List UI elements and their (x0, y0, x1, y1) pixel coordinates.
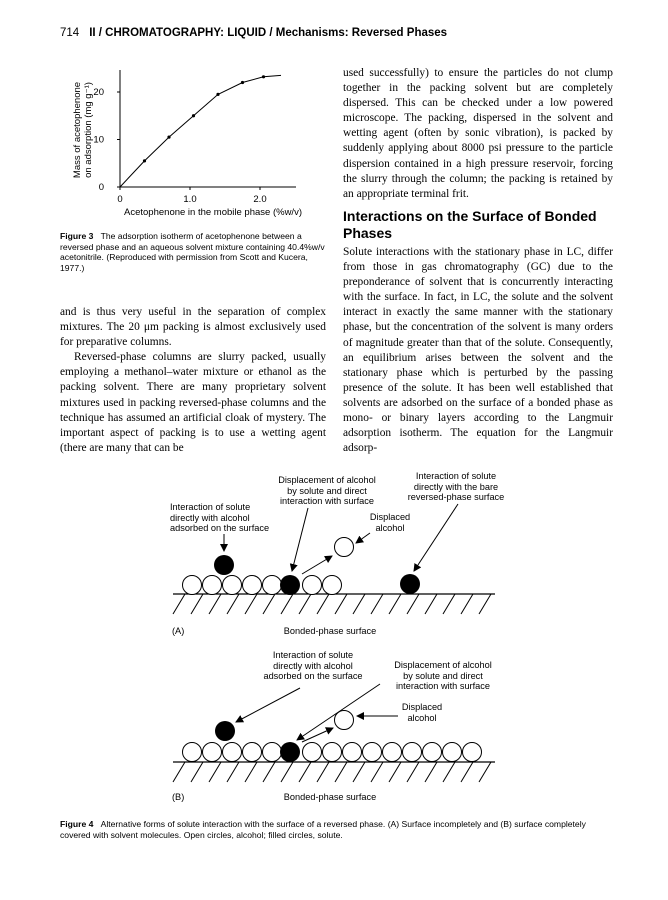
solute-bare-surface-a (400, 574, 420, 594)
hatch-b (173, 762, 491, 782)
alcohol-circle (363, 743, 382, 762)
hatch-line (281, 762, 293, 782)
hatch-line (353, 762, 365, 782)
alcohol-circle (303, 576, 322, 595)
y-tick-label: 20 (93, 87, 104, 98)
label-b-displacement: Displacement of alcohol by solute and direct interaction with surface (394, 660, 492, 692)
figure3-label: Figure 3 (60, 231, 94, 241)
alcohol-circle (403, 743, 422, 762)
alcohol-circle (183, 576, 202, 595)
alcohol-circle (223, 576, 242, 595)
left-column (60, 305, 326, 456)
hatch-line (443, 762, 455, 782)
data-point (143, 159, 146, 162)
figure3-caption-text: The adsorption isotherm of acetophenone between a reversed phase and an aqueous solvent mixture containing 40.4%w/v acetonitrile. (Reproduced with permission from Scott and Kucera, 1977.) (60, 231, 325, 273)
hatch-line (407, 762, 419, 782)
right-column-top (343, 66, 613, 202)
hatch-line (371, 594, 383, 614)
x-axis-label: Acetophenone in the mobile phase (%w/v) (124, 207, 302, 218)
x-tick-label: 0 (117, 194, 123, 205)
alcohol-circle (343, 743, 362, 762)
section-heading: Interactions on the Surface of Bonded Phases (343, 208, 597, 241)
label-a-adsorbed: Interaction of solute directly with alcohol adsorbed on the surface (170, 502, 270, 534)
hatch-line (407, 594, 419, 614)
alcohol-circle (263, 576, 282, 595)
surface-label-b: Bonded-phase surface (283, 792, 377, 802)
label-a-bare: Interaction of solute directly with the bare reversed-phase surface (407, 471, 505, 503)
hatch-line (425, 594, 437, 614)
hatch-line (425, 762, 437, 782)
hatch-line (245, 762, 257, 782)
arrow-displaced-label-a (356, 533, 370, 543)
alcohol-circle (323, 576, 342, 595)
arrow-displaced-motion-a (302, 556, 332, 574)
hatch-a (173, 594, 491, 614)
alcohol-circle (243, 576, 262, 595)
data-point (216, 93, 219, 96)
hatch-line (335, 594, 347, 614)
alcohol-circle (183, 743, 202, 762)
hatch-line (191, 762, 203, 782)
left-paragraph-1: and is thus very useful in the separation of complex mixtures. The 20 μm packing is almost exclusively used for preparative columns. (60, 306, 326, 349)
solute-on-alcohol-b (215, 721, 235, 741)
hatch-line (317, 762, 329, 782)
label-b-displaced: Displaced alcohol (401, 702, 443, 723)
hatch-line (461, 762, 473, 782)
x-tick-label: 2.0 (253, 194, 267, 205)
alcohol-circle (203, 576, 222, 595)
arrow-displacement-b (297, 684, 380, 740)
alcohol-row-a (183, 576, 342, 595)
alcohol-circle (203, 743, 222, 762)
alcohol-circle (323, 743, 342, 762)
panel-a-tag: (A) (172, 626, 185, 636)
arrow-adsorbed-b (236, 688, 300, 722)
figure4-caption-text: Alternative forms of solute interaction with the surface of a reversed phase. (A) Surface incompletely and (B) surface completely covered with solvent molecules. Open circles, alcohol; filled circles, solute. (60, 819, 586, 840)
y-tick-label: 0 (98, 182, 104, 193)
hatch-line (173, 594, 185, 614)
y-axis-label-line2: on adsorption (mg g⁻¹) (83, 82, 94, 178)
alcohol-row-b (183, 743, 482, 762)
hatch-line (335, 762, 347, 782)
displaced-alcohol-a (335, 538, 354, 557)
alcohol-circle (243, 743, 262, 762)
data-point (241, 81, 244, 84)
hatch-line (317, 594, 329, 614)
figure4-label: Figure 4 (60, 819, 94, 829)
hatch-line (245, 594, 257, 614)
arrow-displacement-a (292, 508, 308, 571)
hatch-line (281, 594, 293, 614)
hatch-line (173, 762, 185, 782)
hatch-line (191, 594, 203, 614)
hatch-line (479, 594, 491, 614)
figure3-caption (60, 231, 326, 273)
arrow-bare-a (414, 504, 458, 571)
alcohol-circle (423, 743, 442, 762)
hatch-line (371, 762, 383, 782)
x-tick-label: 1.0 (183, 194, 197, 205)
right-paragraph-2: Solute interactions with the stationary phase in LC, differ from those in gas chromatography (GC) due to the preponderance of solvent that is concurrently interacting with the surface. In fact, in LC, the solute and the solvent interact in exactly the same manner with the stationary phase, but the concentration of the solvent is many orders of magnitude greater than that of the solute. Consequently, an equilibrium arises between the solvent and the stationary phase which is perturbed by the passing presence of the solute. It has been well established that solvents are adsorbed on the surface of a bonded phase as mono- or binary layers according to the Langmuir adsorption isotherm. The equation for the Langmuir adsorp- (343, 246, 613, 455)
alcohol-circle (383, 743, 402, 762)
solute-on-alcohol-a (214, 555, 234, 575)
alcohol-circle (263, 743, 282, 762)
alcohol-circle (463, 743, 482, 762)
data-point (262, 75, 265, 78)
hatch-line (263, 594, 275, 614)
hatch-line (461, 594, 473, 614)
hatch-line (209, 594, 221, 614)
right-column-bottom (343, 245, 613, 456)
data-point (167, 136, 170, 139)
hatch-line (389, 762, 401, 782)
label-a-displaced: Displaced alcohol (369, 512, 411, 533)
solute-on-surface-a (280, 575, 300, 595)
data-point (192, 114, 195, 117)
hatch-line (227, 762, 239, 782)
hatch-line (389, 594, 401, 614)
arrow-displaced-motion-b (302, 728, 333, 742)
hatch-line (443, 594, 455, 614)
y-axis-label-line1: Mass of acetophenone (72, 81, 83, 179)
hatch-line (299, 762, 311, 782)
surface-label-a: Bonded-phase surface (283, 626, 377, 636)
hatch-line (263, 762, 275, 782)
running-header (60, 27, 447, 39)
alcohol-circle (443, 743, 462, 762)
solute-on-surface-b (280, 742, 300, 762)
alcohol-circle (223, 743, 242, 762)
right-paragraph-1: used successfully) to ensure the particles do not clump together in the packing solvent but are completely dispersed. This can be checked under a low powered microscope. The packing, dispersed in the solvent and wetting agent (often by sonic vibration), is packed by suddenly applying about 8000 psi pressure to the particle dispersion contained in a high pressure reservoir, forcing the slurry through the column; the packing is retained by an appropriate terminal frit. (343, 67, 613, 200)
page-number: 714 (60, 27, 80, 39)
y-tick-label: 10 (93, 134, 104, 146)
left-paragraph-2: Reversed-phase columns are slurry packed, usually employing a methanol–water mixture or ethanol as the packing solvent. There are many proprietary solvent mixtures used in packing reversed-phase columns and the technique has assumed an artificial cloak of mystery. The important aspect of packing is to use a wetting agent (there are many that can be (60, 351, 326, 454)
label-b-adsorbed: Interaction of solute directly with alcohol adsorbed on the surface (263, 650, 363, 682)
series-line (120, 75, 281, 187)
alcohol-circle (303, 743, 322, 762)
label-a-displacement: Displacement of alcohol by solute and direct interaction with surface (278, 475, 376, 507)
hatch-line (479, 762, 491, 782)
panel-b-tag: (B) (172, 792, 185, 802)
figure4-caption (60, 819, 613, 840)
hatch-line (353, 594, 365, 614)
hatch-line (209, 762, 221, 782)
running-title: II / CHROMATOGRAPHY: LIQUID / Mechanisms: Reversed Phases (89, 27, 448, 39)
displaced-alcohol-b (335, 711, 354, 730)
hatch-line (299, 594, 311, 614)
hatch-line (227, 594, 239, 614)
